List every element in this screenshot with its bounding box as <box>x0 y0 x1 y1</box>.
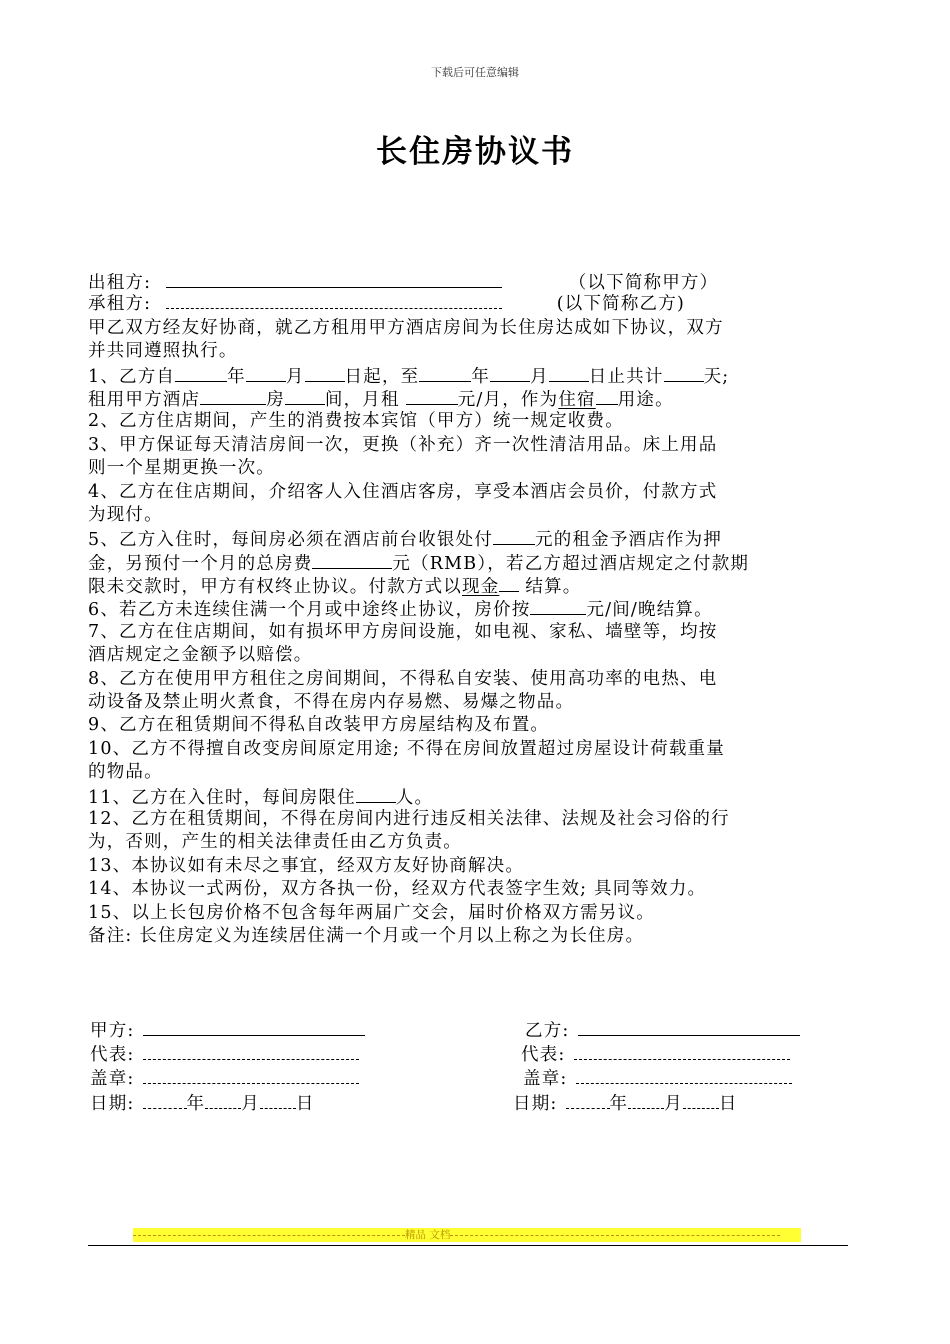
clause-5-text: 结算。 <box>525 577 582 598</box>
until-label: 日起，至 <box>344 366 420 387</box>
clause-11-text: 人。 <box>395 787 434 808</box>
clause-5-text: 金，另预付一个月的总房费 <box>88 553 313 574</box>
party-a-suffix: （以下简称甲方） <box>568 273 719 293</box>
clause-7-line-2: 酒店规定之金额予以赔偿。 <box>88 645 313 666</box>
clause-10-line-1: 10、乙方不得擅自改变房间原定用途; 不得在房间放置超过房屋设计荷载重量 <box>88 738 725 759</box>
clause-3-line-1: 3、甲方保证每天清洁房间一次，更换（补充）齐一次性清洁用品。床上用品 <box>88 434 718 455</box>
remark: 备注: 长住房定义为连续居住满一个月或一个月以上称之为长住房。 <box>88 925 645 946</box>
clause-4-line-1: 4、乙方在住店期间，介绍客人入住酒店客房，享受本酒店会员价，付款方式 <box>88 481 718 502</box>
clause-11 <box>88 785 848 808</box>
party-b-suffix: (以下简称乙方) <box>556 294 685 315</box>
year-label: 年 <box>609 1093 629 1114</box>
party-b-rep-blank[interactable] <box>574 1044 790 1060</box>
year-label: 年 <box>227 366 246 387</box>
party-b-line <box>88 293 848 316</box>
clause-2: 2、乙方住店期间，产生的消费按本宾馆（甲方）统一规定收费。 <box>88 411 624 432</box>
party-a-date-label: 日期: <box>90 1093 135 1114</box>
end-month-blank[interactable] <box>490 364 530 382</box>
intro-line-1: 甲乙双方经友好协商，就乙方租用甲方酒店房间为长住房达成如下协议，双方 <box>88 317 724 338</box>
clause-8-line-1: 8、乙方在使用甲方租住之房间期间，不得私自安装、使用高功率的电热、电 <box>88 668 718 689</box>
clause-6 <box>88 597 848 620</box>
party-a-seal-blank[interactable] <box>143 1068 359 1084</box>
party-a-month-blank[interactable] <box>205 1093 241 1109</box>
end-day-blank[interactable] <box>549 364 589 382</box>
clause-12-line-2: 为，否则，产生的相关法律责任由乙方负责。 <box>88 832 462 853</box>
start-year-blank[interactable] <box>175 364 227 382</box>
party-a-line <box>88 270 848 293</box>
party-a-sign-blank[interactable] <box>143 1018 365 1036</box>
clause-11-text: 11、乙方在入住时，每间房限住 <box>88 787 356 808</box>
clause-5-text: 元（RMB），若乙方超过酒店规定之付款期 <box>392 553 750 574</box>
party-a-day-blank[interactable] <box>260 1093 296 1109</box>
room-type-blank[interactable] <box>200 387 266 405</box>
clause-5-line-3 <box>88 574 848 597</box>
month-label: 月 <box>664 1093 683 1114</box>
footer-rule <box>88 1245 848 1246</box>
monthly-rent-label: 间，月租 <box>324 389 400 410</box>
party-b-sign-label: 乙方: <box>525 1021 570 1041</box>
prepay-blank[interactable] <box>312 551 392 569</box>
party-a-seal-label: 盖章: <box>90 1069 135 1089</box>
hotel-rooms-label: 租用甲方酒店 <box>88 389 201 410</box>
intro-line-2: 并共同遵照执行。 <box>88 341 238 362</box>
start-month-blank[interactable] <box>246 364 286 382</box>
clause-14: 14、本协议一式两份，双方各执一份，经双方代表签字生效; 具同等效力。 <box>88 879 707 900</box>
party-b-blank[interactable] <box>166 293 502 309</box>
party-b-date-label: 日期: <box>513 1093 558 1114</box>
start-day-blank[interactable] <box>305 364 345 382</box>
clause-6-text: 元/间/晚结算。 <box>586 600 713 621</box>
usage-value: 住宿 <box>558 389 596 410</box>
party-b-label: 承租方: <box>88 294 152 315</box>
party-b-rep-label: 代表: <box>521 1044 566 1065</box>
nightly-rate-blank[interactable] <box>530 597 586 615</box>
usage-blank[interactable] <box>596 387 618 405</box>
day-label: 日 <box>295 1093 315 1114</box>
party-a-sign-label: 甲方: <box>90 1021 135 1041</box>
party-a-label: 出租方: <box>88 273 152 293</box>
party-b-sign-blank[interactable] <box>578 1018 800 1036</box>
footer-dashes-right <box>450 1235 780 1236</box>
signature-rep-row <box>88 1043 848 1068</box>
occupant-limit-blank[interactable] <box>356 785 396 803</box>
party-b-month-blank[interactable] <box>628 1093 664 1109</box>
month-label: 月 <box>285 366 305 387</box>
year-label: 年 <box>186 1093 206 1114</box>
usage-label: 用途。 <box>617 389 674 410</box>
deposit-blank[interactable] <box>493 527 535 545</box>
day-label: 日 <box>718 1093 738 1114</box>
clause-5-line-1 <box>88 527 848 550</box>
clause-5-line-2 <box>88 551 848 574</box>
clause-6-text: 6、若乙方未连续住满一个月或中途终止协议，房价按 <box>88 600 531 621</box>
party-b-day-blank[interactable] <box>683 1093 719 1109</box>
total-days-blank[interactable] <box>664 364 704 382</box>
room-count-blank[interactable] <box>285 387 325 405</box>
clause-7-line-1: 7、乙方在住店期间，如有损坏甲方房间设施，如电视、家私、墙壁等，均按 <box>88 621 718 642</box>
clause-4-line-2: 为现付。 <box>88 504 163 525</box>
party-b-seal-blank[interactable] <box>576 1068 792 1084</box>
clause-5-text: 元的租金予酒店作为押 <box>535 530 723 551</box>
monthly-rent-blank[interactable] <box>406 387 458 405</box>
total-label: 日止共计 <box>588 366 664 387</box>
party-b-year-blank[interactable] <box>566 1093 610 1109</box>
signature-date-row <box>88 1092 848 1117</box>
payment-method-blank[interactable] <box>499 574 519 592</box>
clause-10-line-2: 的物品。 <box>88 762 163 783</box>
month-label: 月 <box>530 366 549 387</box>
signature-seal-row <box>88 1067 848 1092</box>
room-label: 房 <box>266 389 285 410</box>
clause-15: 15、以上长包房价格不包含每年两届广交会，届时价格双方需另议。 <box>88 902 655 923</box>
end-year-blank[interactable] <box>419 364 471 382</box>
footer-banner <box>133 1228 801 1242</box>
clause-5-text: 5、乙方入住时，每间房必须在酒店前台收银处付 <box>88 530 494 551</box>
clause-1-line-2 <box>88 387 848 410</box>
footer-dashes-left <box>133 1235 405 1236</box>
party-a-rep-blank[interactable] <box>143 1044 359 1060</box>
party-a-rep-label: 代表: <box>90 1044 135 1065</box>
party-a-blank[interactable] <box>166 270 502 288</box>
document-title: 长住房协议书 <box>376 134 574 170</box>
clause-1-text: 1、乙方自 <box>88 366 176 387</box>
clause-13: 13、本协议如有未尽之事宜，经双方友好协商解决。 <box>88 855 525 876</box>
month-label: 月 <box>241 1093 260 1114</box>
party-b-seal-label: 盖章: <box>523 1069 568 1089</box>
footer-text: 精品 文档 <box>405 1229 451 1241</box>
clause-9: 9、乙方在租赁期间不得私自改装甲方房屋结构及布置。 <box>88 715 550 736</box>
signature-block <box>88 1018 848 1116</box>
signature-party-row <box>88 1018 848 1043</box>
contract-body <box>88 270 848 948</box>
party-a-year-blank[interactable] <box>143 1093 187 1109</box>
rent-unit-label: 元/月，作为 <box>457 389 559 410</box>
year-label: 年 <box>471 366 491 387</box>
clause-8-line-2: 动设备及禁止明火煮食，不得在房内存易燃、易爆之物品。 <box>88 692 575 713</box>
header-note: 下载后可任意编辑 <box>431 66 519 79</box>
clause-5-text: 限未交款时，甲方有权终止协议。付款方式以 <box>88 577 462 598</box>
clause-12-line-1: 12、乙方在租赁期间，不得在房间内进行违反相关法律、法规及社会习俗的行 <box>88 808 730 829</box>
clause-1-line-1 <box>88 364 848 387</box>
clause-3-line-2: 则一个星期更换一次。 <box>88 458 275 479</box>
payment-method-value: 现金 <box>462 577 500 598</box>
days-label: 天; <box>703 366 730 387</box>
